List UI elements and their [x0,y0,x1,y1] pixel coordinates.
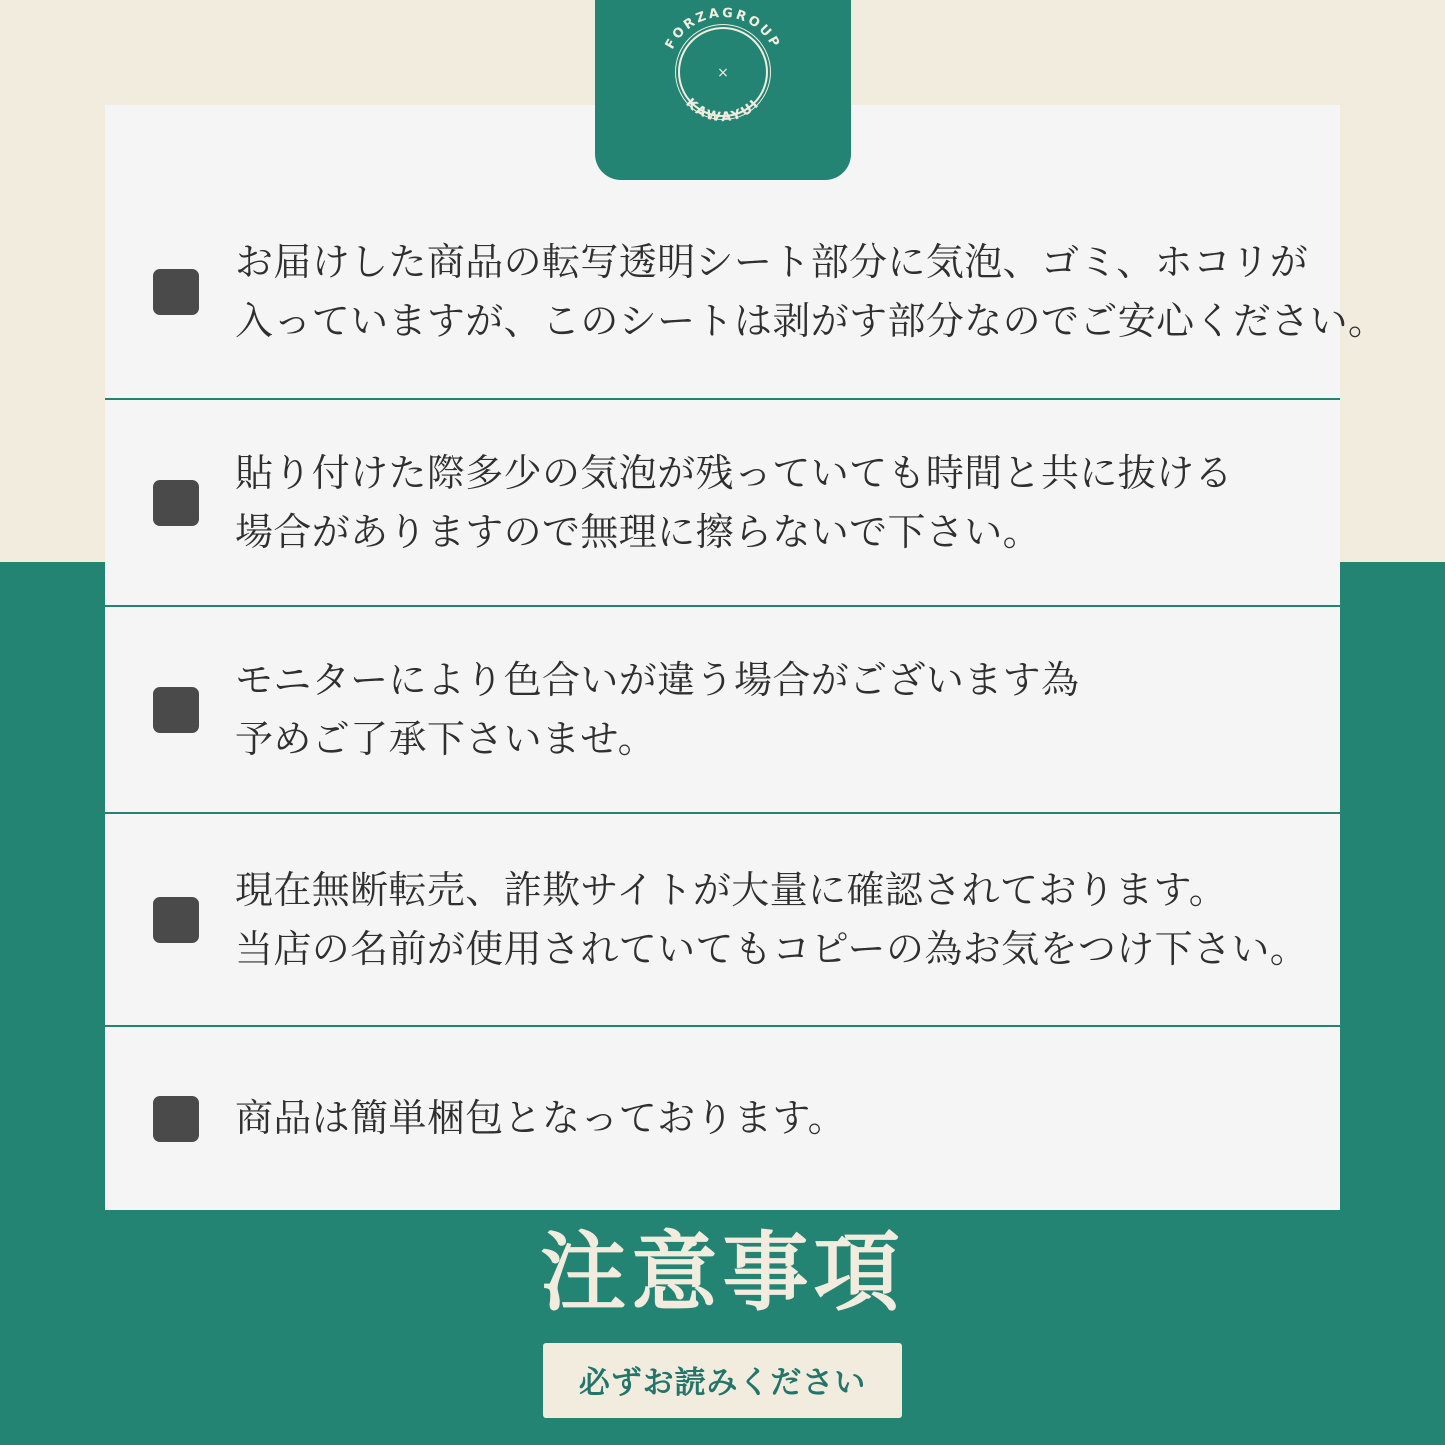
note-line: お届けした商品の転写透明シート部分に気泡、ゴミ、ホコリが [235,239,1309,284]
svg-text:KAWAYUI: KAWAYUI [682,95,764,126]
note-line: 当店の名前が使用されていてもコピーの為お気をつけ下さい。 [235,926,1309,971]
svg-text:FORZAGROUP: FORZAGROUP [662,5,784,52]
svg-text:×: × [717,65,729,81]
footer [0,1210,1445,1445]
brand-stamp-icon [648,0,798,147]
note-text [235,444,1233,562]
bullet-square-icon [153,1096,199,1142]
bullet-square-icon [153,269,199,315]
bullet-square-icon [153,897,199,943]
note-line: 入っていますが、このシートは剥がす部分なのでご安心ください。 [235,298,1387,343]
note-text [235,1089,846,1148]
note-line: 現在無断転売、詐欺サイトが大量に確認されております。 [235,867,1228,912]
notes-list [105,105,1387,1210]
list-item [105,607,1340,814]
page-title: 注意事項 [540,1223,905,1323]
note-line: 予めご了承下さいませ。 [235,716,657,761]
note-line: モニターにより色合いが違う場合がございます為 [235,657,1080,702]
bullet-square-icon [153,687,199,733]
list-item [105,814,1340,1027]
logo-badge [595,0,851,180]
note-line: 貼り付けた際多少の気泡が残っていても時間と共に抜ける [235,450,1233,495]
list-item [105,400,1340,607]
note-text [235,233,1386,351]
notes-card [105,105,1387,1210]
note-text [235,861,1308,979]
bullet-square-icon [153,480,199,526]
note-line: 商品は簡単梱包となっております。 [235,1096,847,1141]
note-line: 場合がありますので無理に擦らないで下さい。 [235,509,1041,554]
list-item [105,1027,1340,1210]
status-badge: 必ずお読みください [543,1343,902,1418]
note-text [235,651,1079,769]
